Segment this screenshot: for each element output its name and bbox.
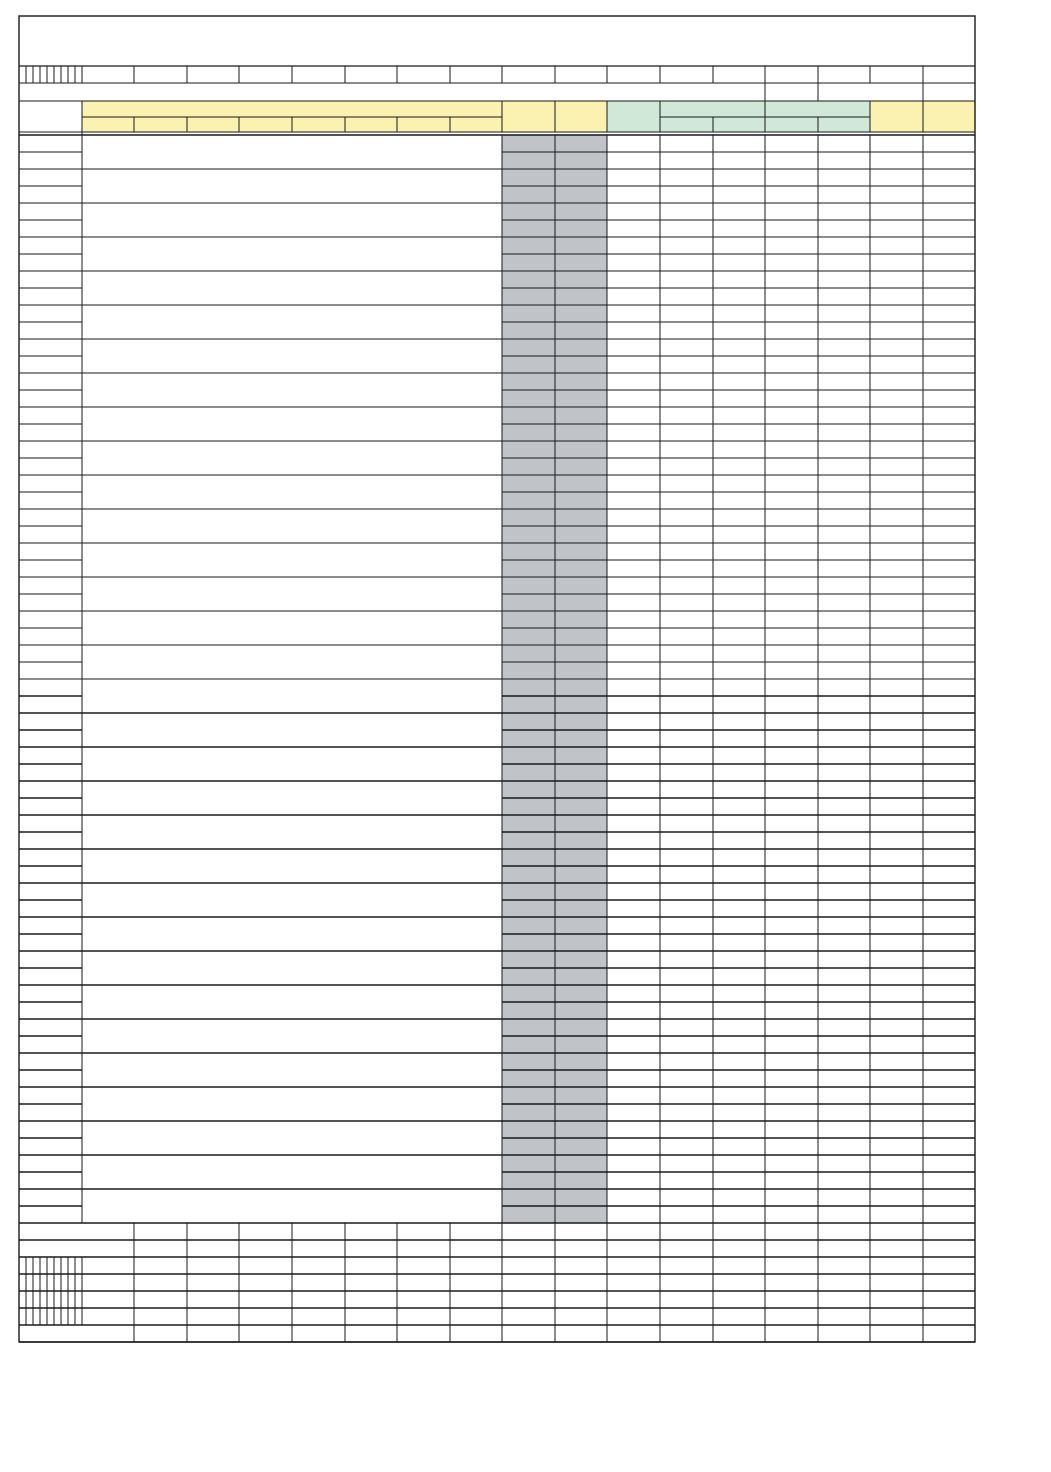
green-header-cell: [607, 101, 660, 132]
yellow-header-band: [82, 101, 502, 117]
